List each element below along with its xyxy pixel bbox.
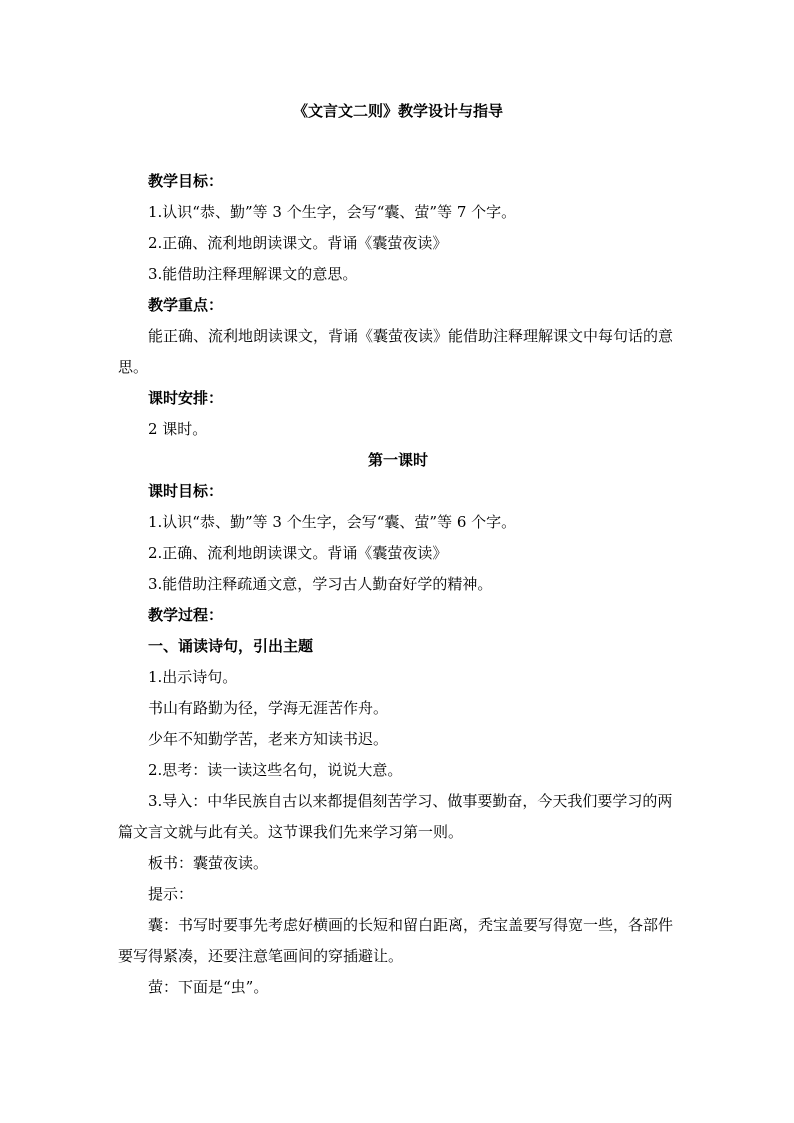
schedule-heading: 课时安排： bbox=[148, 389, 224, 407]
poem-line: 少年不知勤学苦，老来方知读书迟。 bbox=[148, 730, 389, 748]
process-heading: 教学过程： bbox=[148, 606, 224, 624]
lesson-goal-item: 3.能借助注释疏通文意，学习古人勤奋好学的精神。 bbox=[148, 575, 493, 593]
step-text: 2.思考：读一读这些名句，说说大意。 bbox=[148, 761, 403, 779]
lesson-heading: 第一课时 bbox=[367, 451, 428, 469]
goals-heading: 教学目标： bbox=[148, 172, 224, 190]
step-text: 3.导入：中华民族自古以来都提倡刻苦学习、做事要勤奋，今天我们要学习的两篇文言文就与此有关。这节课我们先来学习第一则。 bbox=[118, 792, 673, 841]
lesson-goals-heading: 课时目标： bbox=[148, 482, 224, 500]
key-points-heading: 教学重点： bbox=[148, 296, 224, 314]
step-text: 1.出示诗句。 bbox=[148, 668, 238, 686]
document-title: 《文言文二则》教学设计与指导 bbox=[292, 102, 503, 120]
section-heading: 一、诵读诗句，引出主题 bbox=[148, 637, 314, 655]
lesson-goal-item: 1.认识“恭、勤”等 3 个生字，会写“囊、萤”等 6 个字。 bbox=[148, 513, 517, 531]
schedule-text: 2 课时。 bbox=[148, 420, 208, 438]
hint-text: 萤：下面是“虫”。 bbox=[148, 978, 269, 996]
key-points-text: 能正确、流利地朗读课文，背诵《囊萤夜读》能借助注释理解课文中每句话的意思。 bbox=[118, 327, 674, 376]
goal-item: 2.正确、流利地朗读课文。背诵《囊萤夜读》 bbox=[148, 234, 448, 252]
goal-item: 3.能借助注释理解课文的意思。 bbox=[148, 265, 358, 283]
hint-label: 提示： bbox=[148, 885, 194, 903]
goal-item: 1.认识“恭、勤”等 3 个生字，会写“囊、萤”等 7 个字。 bbox=[148, 203, 517, 221]
poem-line: 书山有路勤为径，学海无涯苦作舟。 bbox=[148, 699, 389, 717]
hint-text: 囊：书写时要事先考虑好横画的长短和留白距离，秃宝盖要写得宽一些，各部件要写得紧凑，还要注意笔画间的穿插避让。 bbox=[118, 916, 674, 965]
board-text: 板书：囊萤夜读。 bbox=[148, 854, 269, 872]
document-body bbox=[118, 96, 678, 1003]
lesson-goal-item: 2.正确、流利地朗读课文。背诵《囊萤夜读》 bbox=[148, 544, 448, 562]
